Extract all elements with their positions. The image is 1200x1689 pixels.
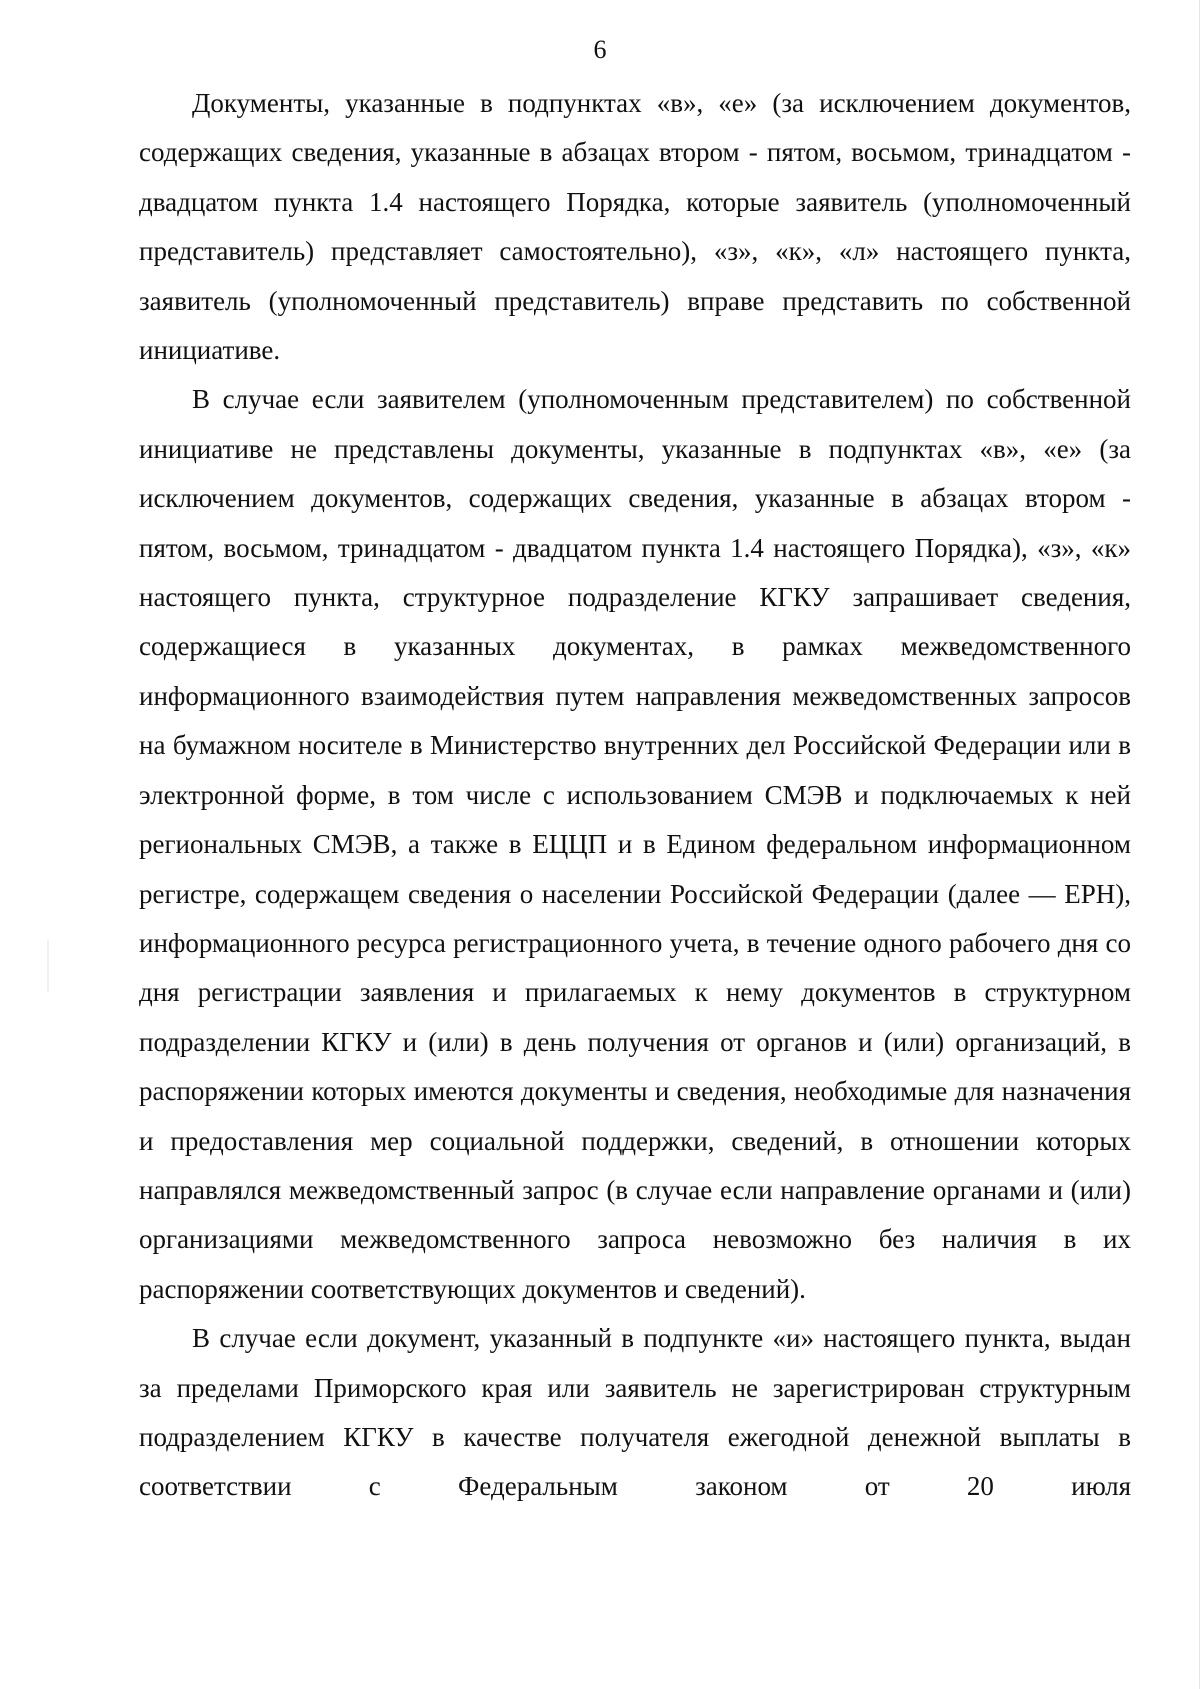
paragraph-documents-optional: Документы, указанные в подпунктах «в», «е» (за исключением документов, содержащих сведения, указанные в абзацах втором - пятом, восьмом, тринадцатом - двадцатом пункта 1.4 настоящего Порядка, которые заявитель (уполномоченный представитель) представляет самостоятельно), «з», «к», «л» настоящего пункта, заявитель (уполномоченный представитель) вправе представить по собственной инициативе. [139,88,1131,366]
margin-mark [47,940,49,992]
paragraph-outside-region: В случае если документ, указанный в подпункте «и» настоящего пункта, выдан за пределами Приморского края или заявитель не зарегистрирован структурным подразделением КГКУ в качестве получателя ежегодной денежной выплаты в соответствии с Федеральным законом от 20 июля [139,1323,1131,1502]
page-number: 6 [593,35,607,64]
paragraph-interagency-request: В случае если заявителем (уполномоченным представителем) по собственной инициативе не представлены документы, указанные в подпунктах «в», «е» (за исключением документов, содержащих сведения, указанные в абзацах втором - пятом, восьмом, тринадцатом - двадцатом пункта 1.4 настоящего Порядка), «з», «к» настоящего пункта, структурное подразделение КГКУ запрашивает сведения, содержащиеся в указанных документах, в рамках межведомственного информационного взаимодействия путем направления межведомственных запросов на бумажном носителе в Министерство внутренних дел Российской Федерации или в электронной форме, в том числе с использованием СМЭВ и подключаемых к ней региональных СМЭВ, а также в ЕЦЦП и в Едином федеральном информационном регистре, содержащем сведения о населении Российской Федерации (далее — ЕРН), информационного ресурса регистрационного учета, в течение одного рабочего дня со дня регистрации заявления и прилагаемых к нему документов в структурном подразделении КГКУ и (или) в день получения от органов и (или) организаций, в распоряжении которых имеются документы и сведения, необходимые для назначения и предоставления мер социальной поддержки, сведений, в отношении которых направлялся межведомственный запрос (в случае если направление органами и (или) организациями межведомственного запроса невозможно без наличия в их распоряжении соответствующих документов и сведений). [139,384,1131,1304]
document-body [139,79,1131,1512]
